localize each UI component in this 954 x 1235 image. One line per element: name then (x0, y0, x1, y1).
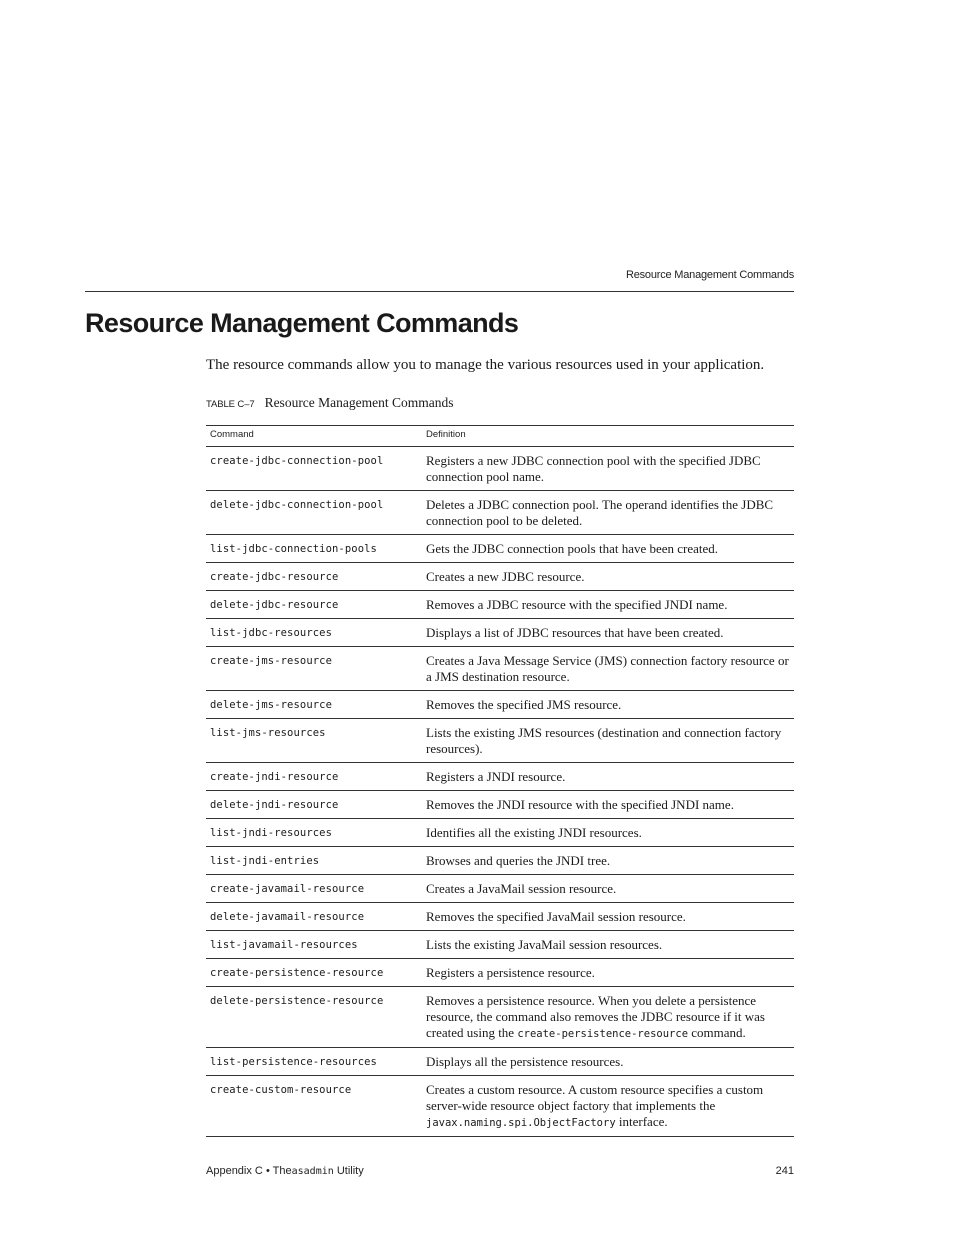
table-row (206, 763, 794, 791)
table-row (206, 791, 794, 819)
definition-text: command. (688, 1025, 746, 1040)
command-cell: list-jndi-resources (206, 819, 422, 847)
command-cell: delete-jdbc-connection-pool (206, 491, 422, 535)
table-row (206, 563, 794, 591)
table-row (206, 931, 794, 959)
definition-text: interface. (615, 1114, 668, 1129)
footer-bullet: • (265, 1165, 270, 1177)
column-header-command: Command (206, 426, 422, 447)
command-cell: delete-persistence-resource (206, 987, 422, 1048)
table-row (206, 875, 794, 903)
definition-cell: Identifies all the existing JNDI resources. (422, 819, 794, 847)
table-row (206, 491, 794, 535)
command-cell: create-jdbc-connection-pool (206, 447, 422, 491)
table-row (206, 847, 794, 875)
command-cell: list-jdbc-resources (206, 619, 422, 647)
column-header-definition: Definition (422, 426, 794, 447)
definition-cell: Lists the existing JavaMail session resources. (422, 931, 794, 959)
command-cell: create-javamail-resource (206, 875, 422, 903)
footer-the: The (272, 1165, 292, 1177)
definition-cell: Gets the JDBC connection pools that have been created. (422, 535, 794, 563)
table-row (206, 1048, 794, 1076)
command-cell: create-persistence-resource (206, 959, 422, 987)
command-cell: delete-jdbc-resource (206, 591, 422, 619)
definition-cell: Displays all the persistence resources. (422, 1048, 794, 1076)
definition-text: Creates a custom resource. A custom resource specifies a custom server-wide resource object factory that implements the (426, 1082, 764, 1113)
table-row (206, 447, 794, 491)
definition-cell: Removes the JNDI resource with the specified JNDI name. (422, 791, 794, 819)
page-title: Resource Management Commands (85, 308, 519, 338)
table-label: TABLE C–7 (206, 399, 255, 410)
inline-code: create-persistence-resource (517, 1028, 689, 1040)
definition-cell (422, 987, 794, 1048)
running-head: Resource Management Commands (625, 269, 794, 281)
table-header-row (206, 426, 794, 447)
commands-table-wrap (206, 425, 794, 1137)
definition-cell: Creates a JavaMail session resource. (422, 875, 794, 903)
definition-cell: Registers a new JDBC connection pool with the specified JDBC connection pool name. (422, 447, 794, 491)
command-cell: list-persistence-resources (206, 1048, 422, 1076)
intro-paragraph: The resource commands allow you to manage the various resources used in your application. (206, 357, 765, 373)
table-row (206, 691, 794, 719)
command-cell: create-jms-resource (206, 647, 422, 691)
command-cell: list-jms-resources (206, 719, 422, 763)
definition-cell: Removes the specified JavaMail session resource. (422, 903, 794, 931)
command-cell: create-jndi-resource (206, 763, 422, 791)
command-cell: list-jdbc-connection-pools (206, 535, 422, 563)
definition-cell: Lists the existing JMS resources (destination and connection factory resources). (422, 719, 794, 763)
definition-cell: Displays a list of JDBC resources that have been created. (422, 619, 794, 647)
table-row (206, 959, 794, 987)
command-cell: delete-jms-resource (206, 691, 422, 719)
header-rule (85, 291, 794, 292)
footer-utility-code: asadmin (291, 1166, 334, 1177)
definition-cell: Removes a JDBC resource with the specified JNDI name. (422, 591, 794, 619)
page-number: 241 (775, 1165, 794, 1177)
table-row (206, 619, 794, 647)
table-row (206, 1076, 794, 1137)
table-caption-text: Resource Management Commands (264, 395, 454, 410)
definition-cell: Browses and queries the JNDI tree. (422, 847, 794, 875)
table-caption (206, 395, 454, 411)
definition-cell: Removes the specified JMS resource. (422, 691, 794, 719)
footer-utility: Utility (336, 1165, 364, 1177)
table-row (206, 591, 794, 619)
table-row (206, 987, 794, 1048)
table-row (206, 903, 794, 931)
command-cell: delete-jndi-resource (206, 791, 422, 819)
table-row (206, 719, 794, 763)
footer-appendix-label: Appendix C (206, 1165, 263, 1177)
command-cell: create-jdbc-resource (206, 563, 422, 591)
definition-cell: Deletes a JDBC connection pool. The operand identifies the JDBC connection pool to be deleted. (422, 491, 794, 535)
command-cell: create-custom-resource (206, 1076, 422, 1137)
definition-cell: Creates a Java Message Service (JMS) connection factory resource or a JMS destination resource. (422, 647, 794, 691)
command-cell: list-jndi-entries (206, 847, 422, 875)
definition-text: Removes a persistence resource. When you delete a persistence resource, the command also removes the JDBC resource if it was created using the (426, 993, 765, 1040)
command-cell: list-javamail-resources (206, 931, 422, 959)
definition-cell: Registers a persistence resource. (422, 959, 794, 987)
commands-table (206, 425, 794, 1137)
footer-appendix (206, 1165, 364, 1177)
table-row (206, 535, 794, 563)
command-cell: delete-javamail-resource (206, 903, 422, 931)
inline-code: javax.naming.spi.ObjectFactory (426, 1117, 616, 1129)
definition-cell: Registers a JNDI resource. (422, 763, 794, 791)
table-row (206, 647, 794, 691)
table-row (206, 819, 794, 847)
definition-cell (422, 1076, 794, 1137)
definition-cell: Creates a new JDBC resource. (422, 563, 794, 591)
